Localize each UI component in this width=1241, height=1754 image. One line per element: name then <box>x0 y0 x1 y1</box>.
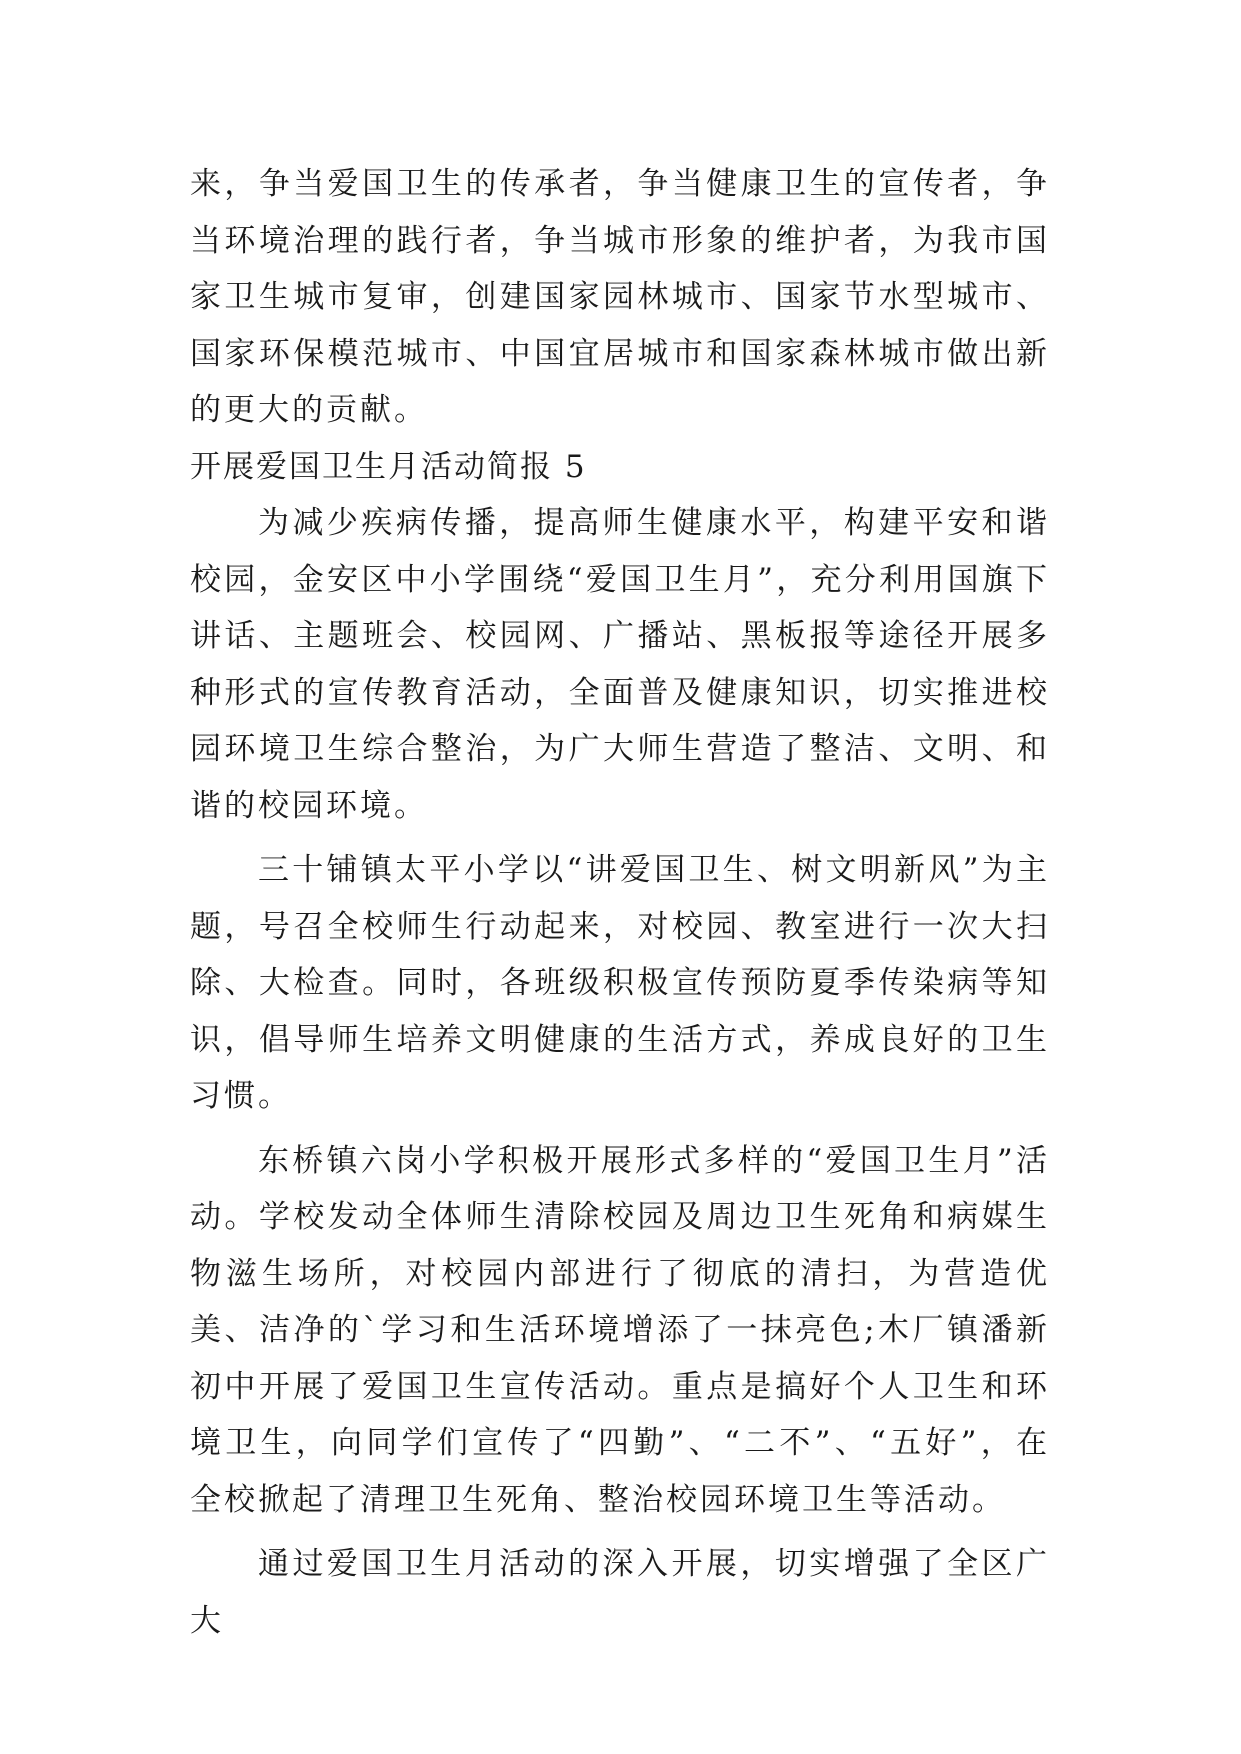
paragraph-liugang-school: 东桥镇六岗小学积极开展形式多样的“爱国卫生月”活动。学校发动全体师生清除校园及周边卫生死角和病媒生物滋生场所，对校园内部进行了彻底的清扫，为营造优美、洁净的`学习和生活环境增添了一抹亮色;木厂镇潘新初中开展了爱国卫生宣传活动。重点是搞好个人卫生和环境卫生，向同学们宣传了“四勤”、“二不”、“五好”，在全校掀起了清理卫生死角、整治校园环境卫生等活动。 <box>190 1142 1050 1518</box>
paragraph-taiping-school: 三十铺镇太平小学以“讲爱国卫生、树文明新风”为主题，号召全校师生行动起来，对校园、教室进行一次大扫除、大检查。同时，各班级积极宣传预防夏季传染病等知识，倡导师生培养文明健康的生活方式，养成良好的卫生习惯。 <box>190 852 1050 1114</box>
section-heading: 开展爱国卫生月活动简报 5 <box>190 448 587 485</box>
paragraph-continuation: 来，争当爱国卫生的传承者，争当健康卫生的宣传者，争当环境治理的践行者，争当城市形象的维护者，为我市国家卫生城市复审，创建国家园林城市、国家节水型城市、国家环保模范城市、中国宜居城市和国家森林城市做出新的更大的贡献。 <box>190 166 1050 428</box>
paragraph-intro: 为减少疾病传播，提高师生健康水平，构建平安和谐校园，金安区中小学围绕“爱国卫生月”，充分利用国旗下讲话、主题班会、校园网、广播站、黑板报等途径开展多种形式的宣传教育活动，全面普及健康知识，切实推进校园环境卫生综合整治，为广大师生营造了整洁、文明、和谐的校园环境。 <box>190 505 1050 824</box>
paragraph-conclusion: 通过爱国卫生月活动的深入开展，切实增强了全区广大 <box>190 1546 1050 1639</box>
document-body <box>190 156 1050 1657</box>
